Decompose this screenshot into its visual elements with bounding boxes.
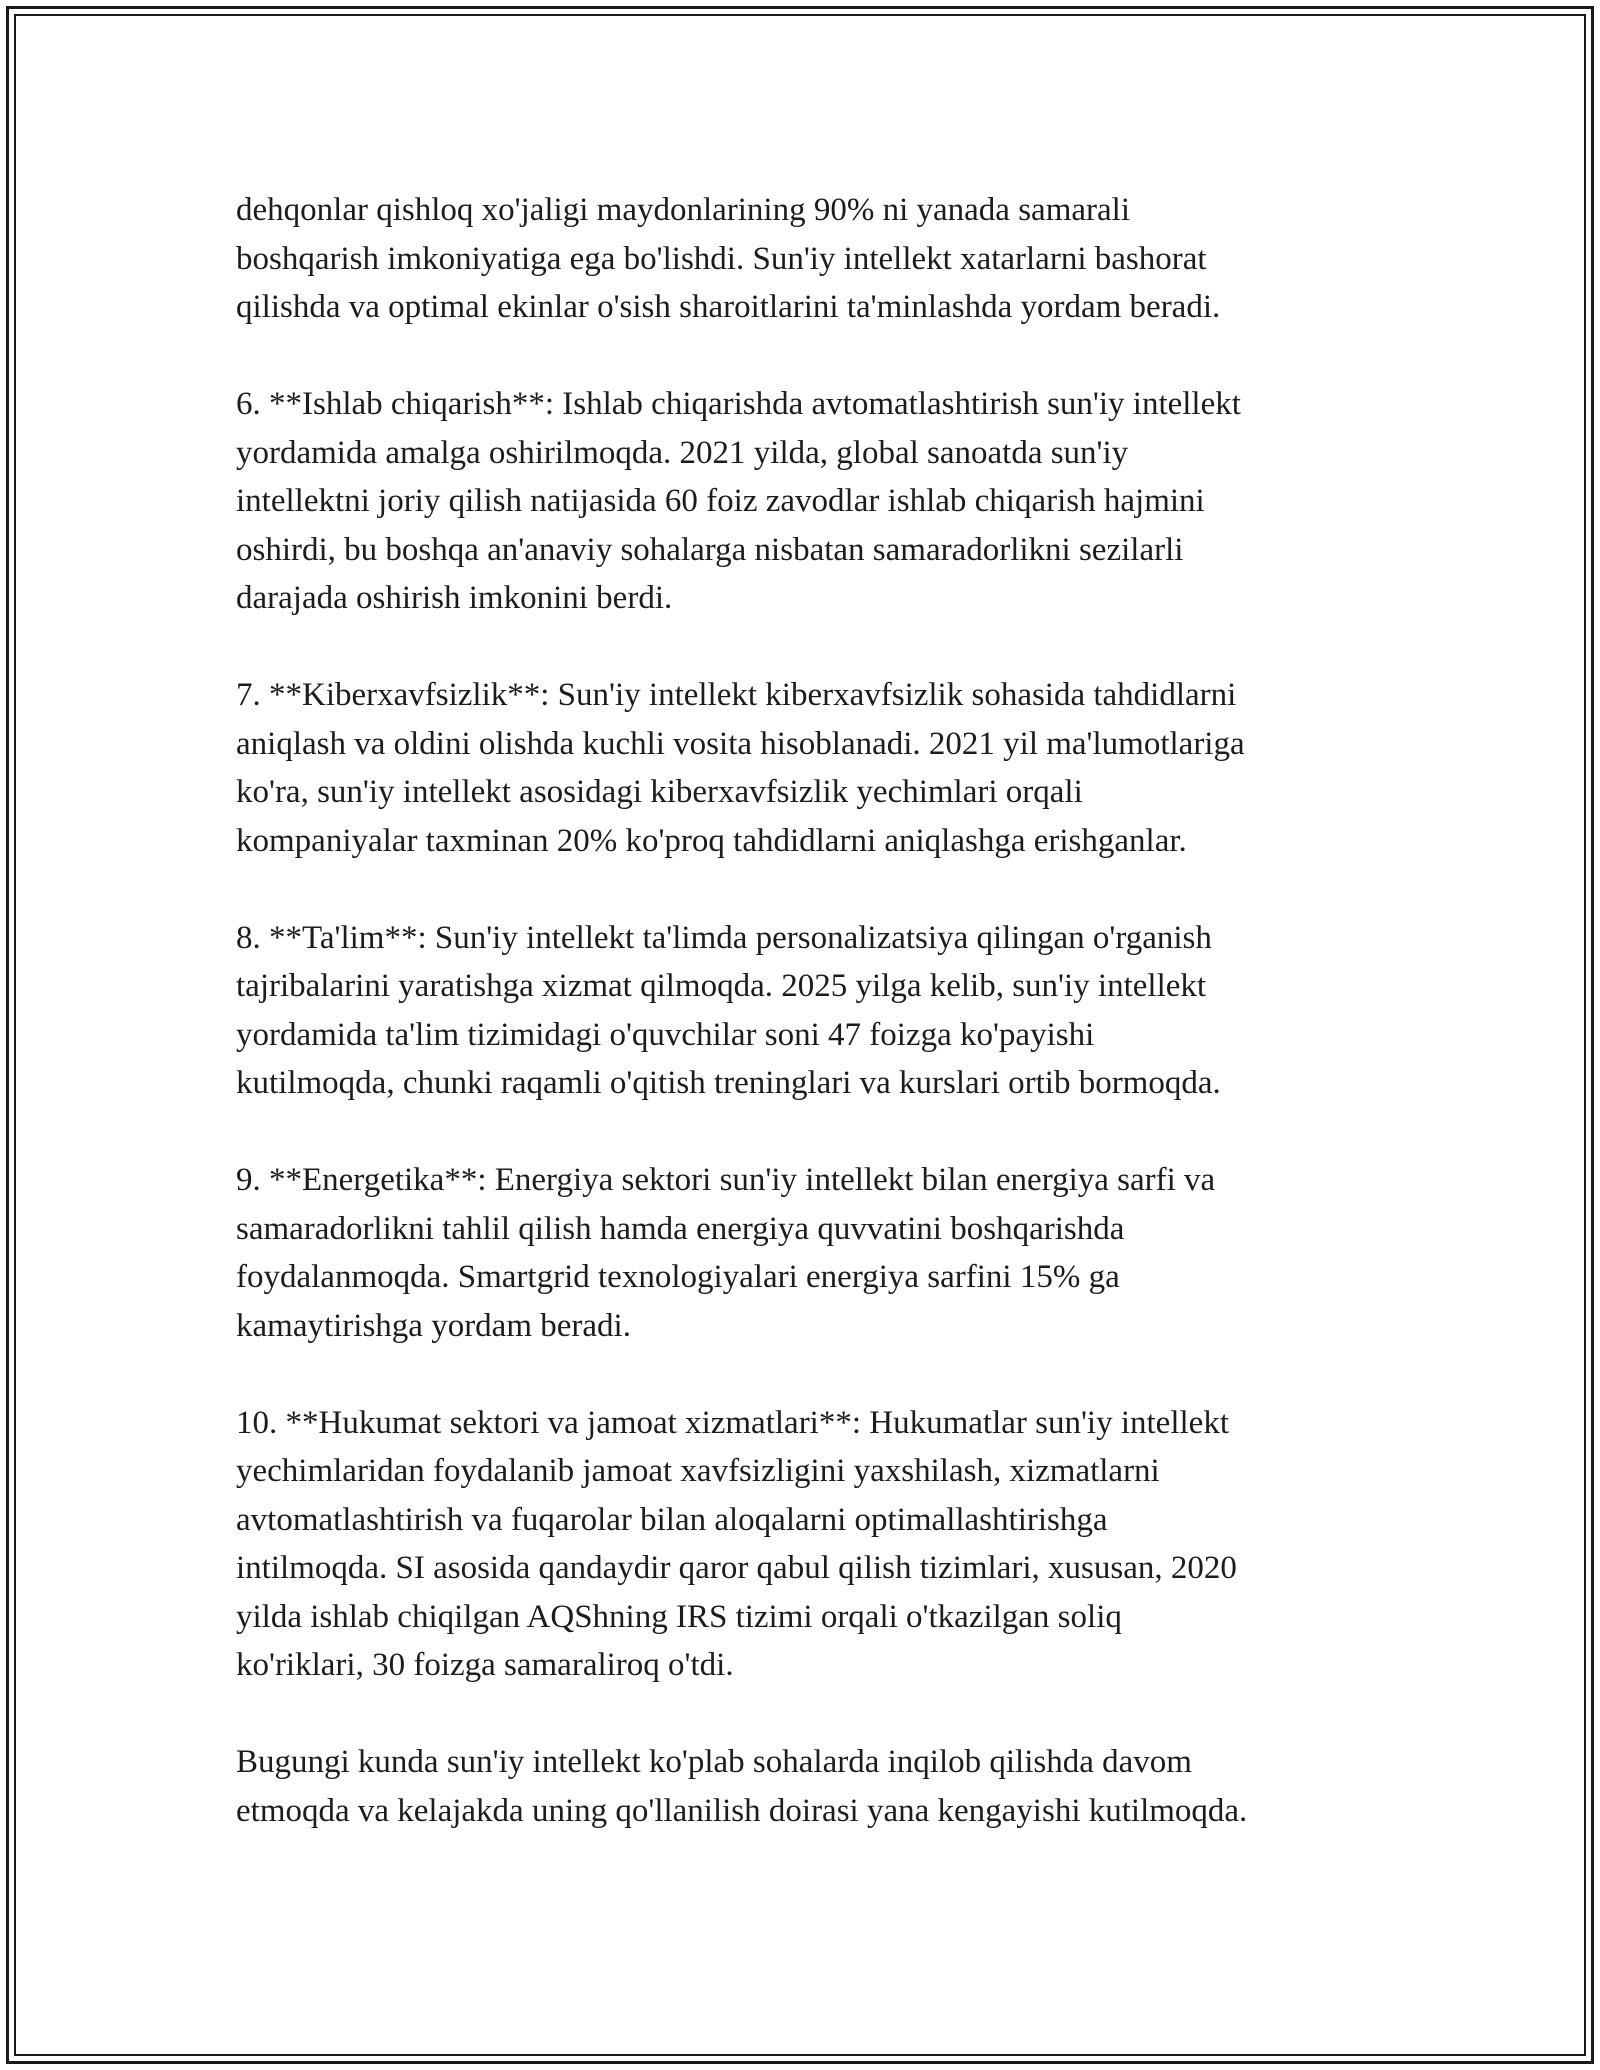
text-line: boshqarish imkoniyatiga ega bo'lishdi. Sun'iy intellekt xatarlarni bashorat <box>236 240 1207 277</box>
text-line: aniqlash va oldini olishda kuchli vosita hisoblanadi. 2021 yil ma'lumotlariga <box>236 725 1245 762</box>
text-line: kamaytirishga yordam beradi. <box>236 1307 631 1344</box>
paragraph-government <box>236 1399 1376 1690</box>
text-line: ko'ra, sun'iy intellekt asosidagi kiberxavfsizlik yechimlari orqali <box>236 774 1083 810</box>
document-body <box>236 186 1376 1884</box>
text-line: intellektni joriy qilish natijasida 60 foiz zavodlar ishlab chiqarish hajmini <box>236 483 1205 519</box>
text-line: 9. **Energetika**: Energiya sektori sun'iy intellekt bilan energiya sarfi va <box>236 1162 1216 1198</box>
text-line: qilishda va optimal ekinlar o'sish sharoitlarini ta'minlashda yordam beradi. <box>236 289 1221 325</box>
paragraph-cybersecurity <box>236 671 1376 865</box>
paragraph-manufacturing <box>236 380 1376 623</box>
text-line: etmoqda va kelajakda uning qo'llanilish doirasi yana kengayishi kutilmoqda. <box>236 1792 1248 1829</box>
text-line: yilda ishlab chiqilgan AQShning IRS tizimi orqali o'tkazilgan soliq <box>236 1598 1122 1635</box>
text-line: avtomatlashtirish va fuqarolar bilan aloqalarni optimallashtirishga <box>236 1501 1108 1538</box>
text-line: yechimlaridan foydalanib jamoat xavfsizligini yaxshilash, xizmatlarni <box>236 1453 1160 1489</box>
paragraph-education <box>236 914 1376 1108</box>
text-line: ko'riklari, 30 foizga samaraliroq o'tdi. <box>236 1647 734 1683</box>
text-line: 7. **Kiberxavfsizlik**: Sun'iy intellekt kiberxavfsizlik sohasida tahdidlarni <box>236 677 1237 713</box>
text-line: darajada oshirish imkonini berdi. <box>236 580 673 616</box>
text-line: kutilmoqda, chunki raqamli o'qitish treninglari va kurslari ortib bormoqda. <box>236 1065 1221 1101</box>
text-line: dehqonlar qishloq xo'jaligi maydonlarining 90% ni yanada samarali <box>236 192 1130 228</box>
paragraph-conclusion <box>236 1738 1376 1835</box>
text-line: yordamida ta'lim tizimidagi o'quvchilar soni 47 foizga ko'payishi <box>236 1016 1095 1053</box>
text-line: Bugungi kunda sun'iy intellekt ko'plab sohalarda inqilob qilishda davom <box>236 1744 1192 1780</box>
text-line: samaradorlikni tahlil qilish hamda energiya quvvatini boshqarishda <box>236 1210 1125 1247</box>
text-line: kompaniyalar taxminan 20% ko'proq tahdidlarni aniqlashga erishganlar. <box>236 822 1187 859</box>
paragraph-agriculture-continued <box>236 186 1376 332</box>
text-line: intilmoqda. SI asosida qandaydir qaror qabul qilish tizimlari, xususan, 2020 <box>236 1550 1237 1586</box>
paragraph-energy <box>236 1156 1376 1350</box>
text-line: 8. **Ta'lim**: Sun'iy intellekt ta'limda personalizatsiya qilingan o'rganish <box>236 919 1212 956</box>
text-line: 6. **Ishlab chiqarish**: Ishlab chiqarishda avtomatlashtirish sun'iy intellekt <box>236 386 1241 422</box>
text-line: oshirdi, bu boshqa an'anaviy sohalarga nisbatan samaradorlikni sezilarli <box>236 531 1184 568</box>
text-line: yordamida amalga oshirilmoqda. 2021 yilda, global sanoatda sun'iy <box>236 434 1129 471</box>
text-line: tajribalarini yaratishga xizmat qilmoqda. 2025 yilga kelib, sun'iy intellekt <box>236 968 1207 1004</box>
text-line: foydalanmoqda. Smartgrid texnologiyalari energiya sarfini 15% ga <box>236 1259 1120 1295</box>
text-line: 10. **Hukumat sektori va jamoat xizmatlari**: Hukumatlar sun'iy intellekt <box>236 1404 1229 1441</box>
